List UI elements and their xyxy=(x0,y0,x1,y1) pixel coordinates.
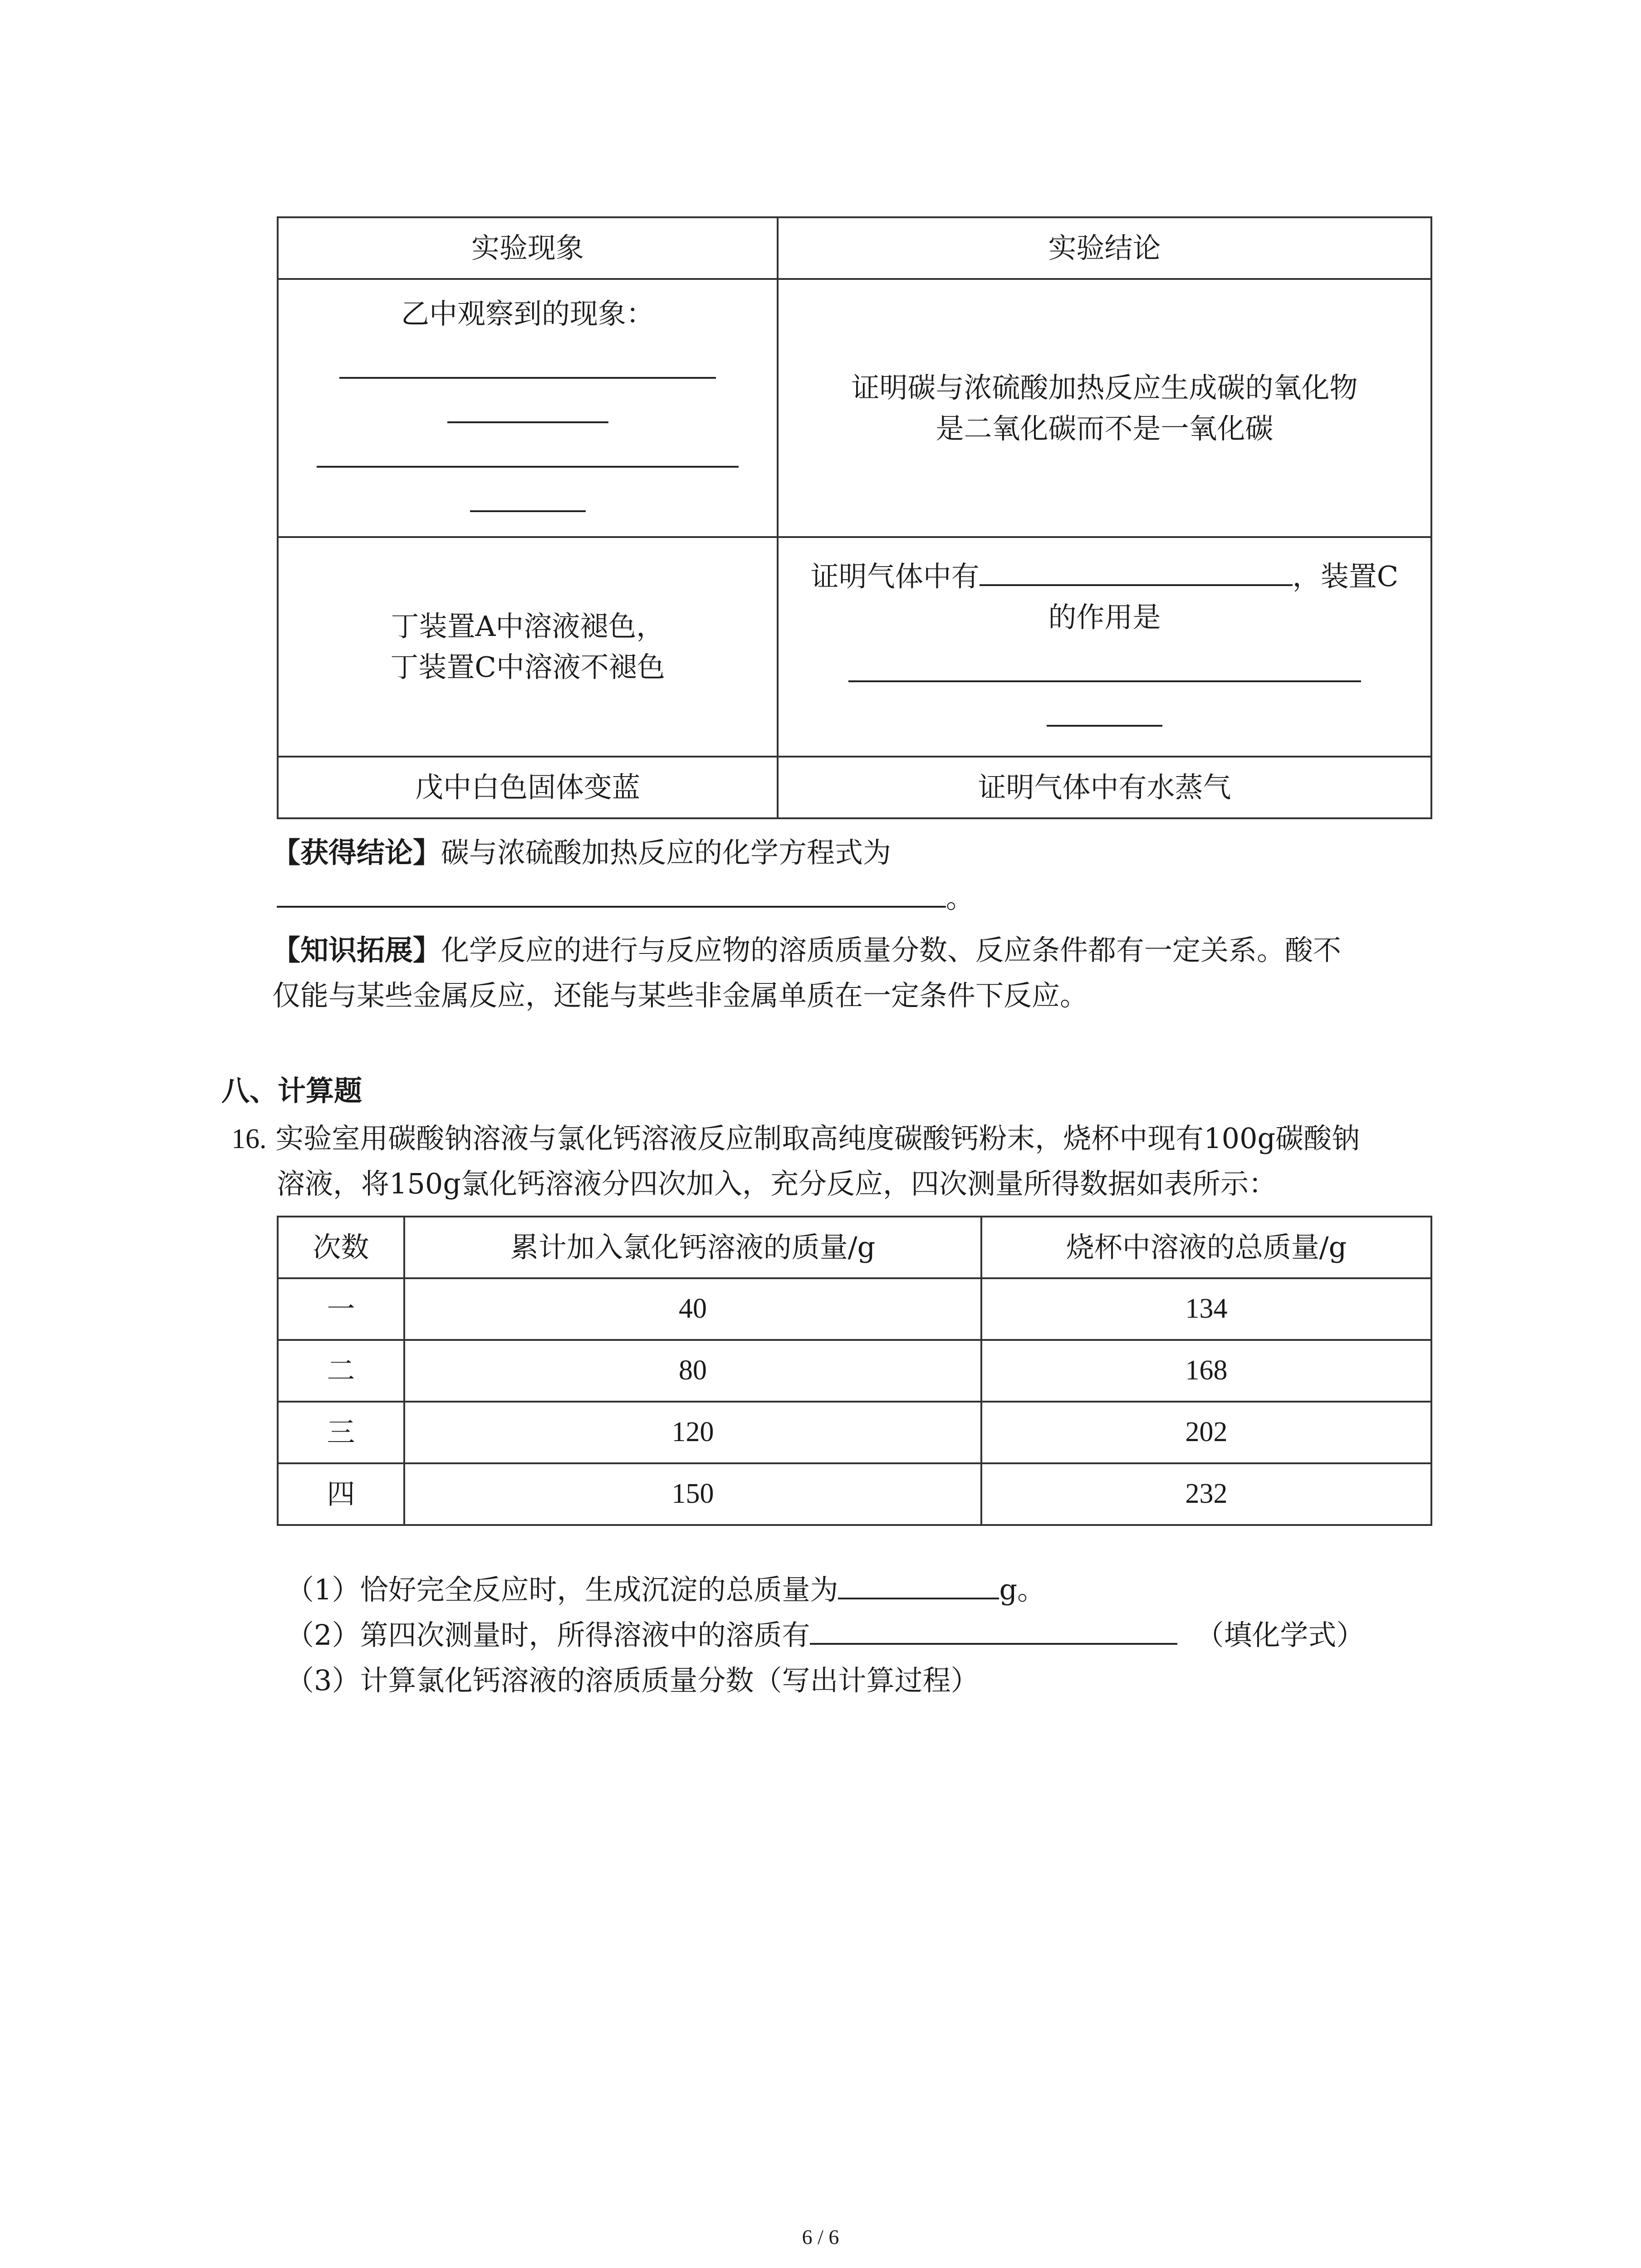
sub-question-2 xyxy=(286,1613,1364,1658)
sub-question-2-note: （填化学式） xyxy=(1195,1618,1365,1652)
sub-question-1-unit: g。 xyxy=(999,1573,1046,1606)
page-number: 6 / 6 xyxy=(802,2225,839,2248)
section-title: 八、计算题 xyxy=(221,1074,362,1107)
cell-added: 80 xyxy=(404,1340,981,1402)
cell-added: 150 xyxy=(404,1463,981,1525)
conclusion-label: 【获得结论】 xyxy=(272,836,441,869)
cell-total: 232 xyxy=(981,1463,1431,1525)
answer-blank[interactable] xyxy=(1047,724,1162,727)
data-table xyxy=(277,1216,1432,1526)
cell-wu-conclusion: 证明气体中有水蒸气 xyxy=(778,757,1431,818)
extension-line-2: 仅能与某些金属反应，还能与某些非金属单质在一定条件下反应。 xyxy=(272,979,1088,1012)
device-role-label: 的作用是 xyxy=(1048,600,1161,634)
header-conclusion: 实验结论 xyxy=(778,217,1431,279)
equation-blank[interactable] xyxy=(277,905,946,908)
table-row xyxy=(278,537,1431,757)
sub-question-2-text: （2）第四次测量时，所得溶液中的溶质有 xyxy=(286,1618,810,1652)
conclusion-text: 碳与浓硫酸加热反应的化学方程式为 xyxy=(441,836,892,869)
cell-count: 三 xyxy=(278,1402,404,1463)
header-count: 次数 xyxy=(278,1217,404,1278)
table-row xyxy=(278,1463,1431,1525)
question-16-line-2: 溶液，将150g氯化钙溶液分四次加入，充分反应，四次测量所得数据如表所示： xyxy=(277,1167,1277,1200)
phenomenon-line: 丁装置A中溶液褪色， xyxy=(391,610,665,643)
extension-text: 化学反应的进行与反应物的溶质质量分数、反应条件都有一定关系。酸不 xyxy=(441,934,1342,967)
cell-yi-phenomenon xyxy=(278,279,778,537)
cell-total: 202 xyxy=(981,1402,1431,1463)
table-row xyxy=(278,757,1431,818)
answer-blank[interactable] xyxy=(980,584,1293,586)
cell-yi-conclusion xyxy=(778,279,1431,537)
answer-blank[interactable] xyxy=(838,1597,999,1599)
answer-blank[interactable] xyxy=(810,1642,1177,1645)
cell-ding-conclusion xyxy=(778,537,1431,757)
cell-ding-phenomenon xyxy=(278,537,778,757)
gas-prefix: 证明气体中有 xyxy=(810,560,980,593)
equation-end: 。 xyxy=(946,881,975,914)
header-total-mass: 烧杯中溶液的总质量/g xyxy=(981,1217,1431,1278)
conclusion-line: 是二氧化碳而不是一氧化碳 xyxy=(936,411,1274,445)
conclusion-line: 证明碳与浓硫酸加热反应生成碳的氧化物 xyxy=(851,371,1358,404)
cell-count: 四 xyxy=(278,1463,404,1525)
yi-label: 乙中观察到的现象： xyxy=(401,297,654,330)
experiment-table xyxy=(277,216,1432,819)
extension-label: 【知识拓展】 xyxy=(272,934,441,967)
sub-question-1 xyxy=(286,1567,1045,1613)
cell-total: 134 xyxy=(981,1278,1431,1340)
question-16-line-1 xyxy=(231,1116,1360,1162)
table-row xyxy=(278,279,1431,537)
header-added-mass: 累计加入氯化钙溶液的质量/g xyxy=(404,1217,981,1278)
sub-question-1-text: （1）恰好完全反应时，生成沉淀的总质量为 xyxy=(286,1573,838,1606)
conclusion-paragraph xyxy=(272,830,891,875)
table-header-row xyxy=(278,217,1431,279)
table-row xyxy=(278,1340,1431,1402)
equation-line xyxy=(277,875,974,921)
phenomenon-line: 丁装置C中溶液不褪色 xyxy=(390,650,665,684)
cell-count: 二 xyxy=(278,1340,404,1402)
sub-question-3: （3）计算氯化钙溶液的溶质质量分数（写出计算过程） xyxy=(286,1664,979,1697)
table-row xyxy=(278,1278,1431,1340)
cell-count: 一 xyxy=(278,1278,404,1340)
cell-added: 120 xyxy=(404,1402,981,1463)
table-row xyxy=(278,1402,1431,1463)
question-text: 实验室用碳酸钠溶液与氯化钙溶液反应制取高纯度碳酸钙粉末，烧杯中现有100g碳酸钠 xyxy=(275,1122,1360,1155)
table-header-row xyxy=(278,1217,1431,1278)
cell-added: 40 xyxy=(404,1278,981,1340)
answer-blank[interactable] xyxy=(470,510,586,512)
extension-line-1 xyxy=(272,928,1341,973)
device-c-label: ，装置C xyxy=(1292,560,1399,593)
cell-total: 168 xyxy=(981,1340,1431,1402)
cell-wu-phenomenon: 戊中白色固体变蓝 xyxy=(278,757,778,818)
header-phenomenon: 实验现象 xyxy=(278,217,778,279)
question-number: 16. xyxy=(231,1124,267,1154)
